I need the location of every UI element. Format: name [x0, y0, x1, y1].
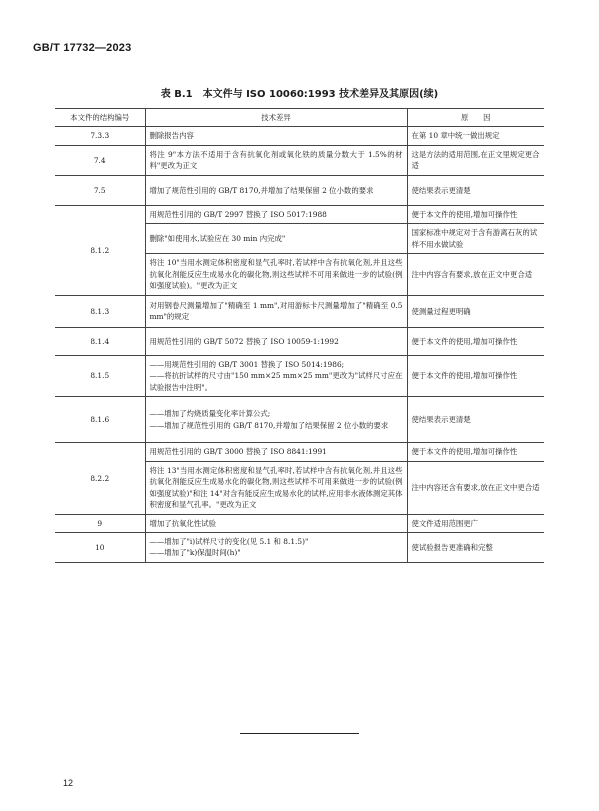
difference-line: 用规范性引用的 GB/T 3000 替换了 ISO 8841:1991 — [149, 447, 327, 457]
difference-line: ——增加了"k)保温时间(h)" — [149, 548, 241, 558]
difference-line: 将注 9"本方法不适用于含有抗氧化剂或氧化铁的质量分数大于 1.5%的材料"更改为正文 — [149, 149, 403, 171]
reason — [407, 205, 544, 223]
technical-difference — [145, 397, 407, 443]
column-header-reason: 原 因 — [407, 109, 544, 127]
reason-line: 国家标准中规定对于含有游离石灰的试样不用水做试验 — [411, 228, 538, 249]
difference-line: ——增加了规范性引用的 GB/T 8170,并增加了结果保留 2 位小数的要求 — [149, 420, 389, 430]
technical-difference — [145, 145, 407, 175]
table-caption: 表 B.1 本文件与 ISO 10060:1993 技术差异及其原因(续) — [160, 89, 439, 100]
table-row — [55, 532, 544, 562]
column-header-clause: 本文件的结构编号 — [55, 109, 145, 127]
clause-number: 8.1.5 — [55, 355, 145, 396]
reason-line: 使试验报告更准确和完整 — [411, 542, 493, 552]
technical-difference — [145, 461, 407, 514]
difference-line: ——增加了"i)试样尺寸的变化(见 5.1 和 8.1.5)" — [149, 537, 309, 546]
end-rule — [240, 733, 359, 734]
reason-line: 便于本文件的使用,增加可操作性 — [411, 336, 518, 346]
reason-line: 使结果表示更清楚 — [411, 185, 471, 195]
reason — [407, 295, 544, 327]
technical-difference — [145, 295, 407, 327]
table-row — [55, 145, 544, 175]
difference-line: 删除"如使用水,试验应在 30 min 内完成" — [149, 234, 286, 244]
difference-line: 将注 10"当用水测定体积密度和显气孔率时,若试样中含有抗氧化剂,并且这些抗氧化剂能反应生成易水化的碳化物,则这些试样不可用来做进一步的试验(例如强度试验)。"更改为正文 — [149, 258, 403, 291]
reason — [407, 514, 544, 532]
difference-line: 对用钢卷尺测量增加了"精确至 1 mm",对用游标卡尺测量增加了"精确至 0.5 mm"的规定 — [149, 300, 403, 322]
reason-line: 便于本文件的使用,增加可操作性 — [411, 371, 518, 381]
technical-difference — [145, 514, 407, 532]
page-number: 12 — [63, 778, 74, 788]
clause-number: 7.5 — [55, 175, 145, 205]
difference-line: 用规范性引用的 GB/T 5072 替换了 ISO 10059-1:1992 — [149, 336, 339, 346]
reason-line: 使测量过程更明确 — [411, 306, 471, 316]
difference-line: ——增加了灼烧质量变化率计算公式; — [149, 409, 271, 419]
difference-line: 将注 13"当用水测定体积密度和显气孔率时,若试样中含有抗氧化剂,并且这些抗氧化剂能反应生成易水化的碳化物,则这些试样不可用来做进一步的试验(例如强度试验)"和注 14"对含有能反应生成易水化的试样,应用非水液体测定其体积密度和显气孔率。"更改为正文 — [149, 465, 403, 510]
difference-line: ——将抗折试样的尺寸由"150 mm×25 mm×25 mm"更改为"试样尺寸应在试验报告中注明"。 — [149, 371, 403, 392]
clause-number: 8.2.2 — [55, 443, 145, 514]
table-row — [55, 397, 544, 443]
clause-number: 7.4 — [55, 145, 145, 175]
table-row — [55, 443, 544, 461]
clause-number: 9 — [55, 514, 145, 532]
reason — [407, 254, 544, 295]
difference-line: 增加了抗氧化性试验 — [149, 518, 217, 528]
difference-line: 增加了规范性引用的 GB/T 8170,并增加了结果保留 2 位小数的要求 — [149, 185, 374, 195]
reason — [407, 127, 544, 145]
reason — [407, 397, 544, 443]
table-row — [55, 127, 544, 145]
technical-difference — [145, 443, 407, 461]
reason — [407, 355, 544, 396]
technical-difference — [145, 327, 407, 355]
clause-number: 8.1.6 — [55, 397, 145, 443]
reason — [407, 327, 544, 355]
standard-number: GB/T 17732—2023 — [33, 42, 132, 54]
technical-difference — [145, 224, 407, 254]
technical-difference — [145, 127, 407, 145]
clause-number: 10 — [55, 532, 145, 562]
reason-line: 注中内容含有要求,放在正文中更合适 — [411, 269, 533, 279]
difference-line: ——用规范性引用的 GB/T 3001 替换了 ISO 5014:1986; — [149, 359, 345, 369]
reason — [407, 461, 544, 514]
reason — [407, 532, 544, 562]
differences-table — [55, 108, 544, 563]
column-header-difference: 技术差异 — [145, 109, 407, 127]
table-header-row — [55, 109, 544, 127]
technical-difference — [145, 355, 407, 396]
reason-line: 便于本文件的使用,增加可操作性 — [411, 209, 518, 219]
table-row — [55, 355, 544, 396]
clause-number: 8.1.3 — [55, 295, 145, 327]
technical-difference — [145, 205, 407, 223]
reason — [407, 175, 544, 205]
table-row — [55, 205, 544, 223]
reason-line: 注中内容还含有要求,放在正文中更合适 — [411, 482, 540, 492]
technical-difference — [145, 254, 407, 295]
reason — [407, 224, 544, 254]
reason-line: 便于本文件的使用,增加可操作性 — [411, 447, 518, 457]
table-row — [55, 327, 544, 355]
reason-line: 使结果表示更清楚 — [411, 414, 471, 424]
reason-line: 这是方法的适用范围,在正文里规定更合适 — [411, 149, 540, 171]
reason — [407, 443, 544, 461]
technical-difference — [145, 532, 407, 562]
difference-line: 删除报告内容 — [149, 131, 194, 141]
reason-line: 使文件适用范围更广 — [411, 518, 479, 528]
technical-difference — [145, 175, 407, 205]
clause-number: 7.3.3 — [55, 127, 145, 145]
clause-number: 8.1.4 — [55, 327, 145, 355]
table-row — [55, 514, 544, 532]
table-row — [55, 175, 544, 205]
reason-line: 在第 10 章中统一做出规定 — [411, 131, 500, 141]
reason — [407, 145, 544, 175]
clause-number: 8.1.2 — [55, 205, 145, 295]
difference-line: 用规范性引用的 GB/T 2997 替换了 ISO 5017:1988 — [149, 209, 327, 219]
table-row — [55, 295, 544, 327]
